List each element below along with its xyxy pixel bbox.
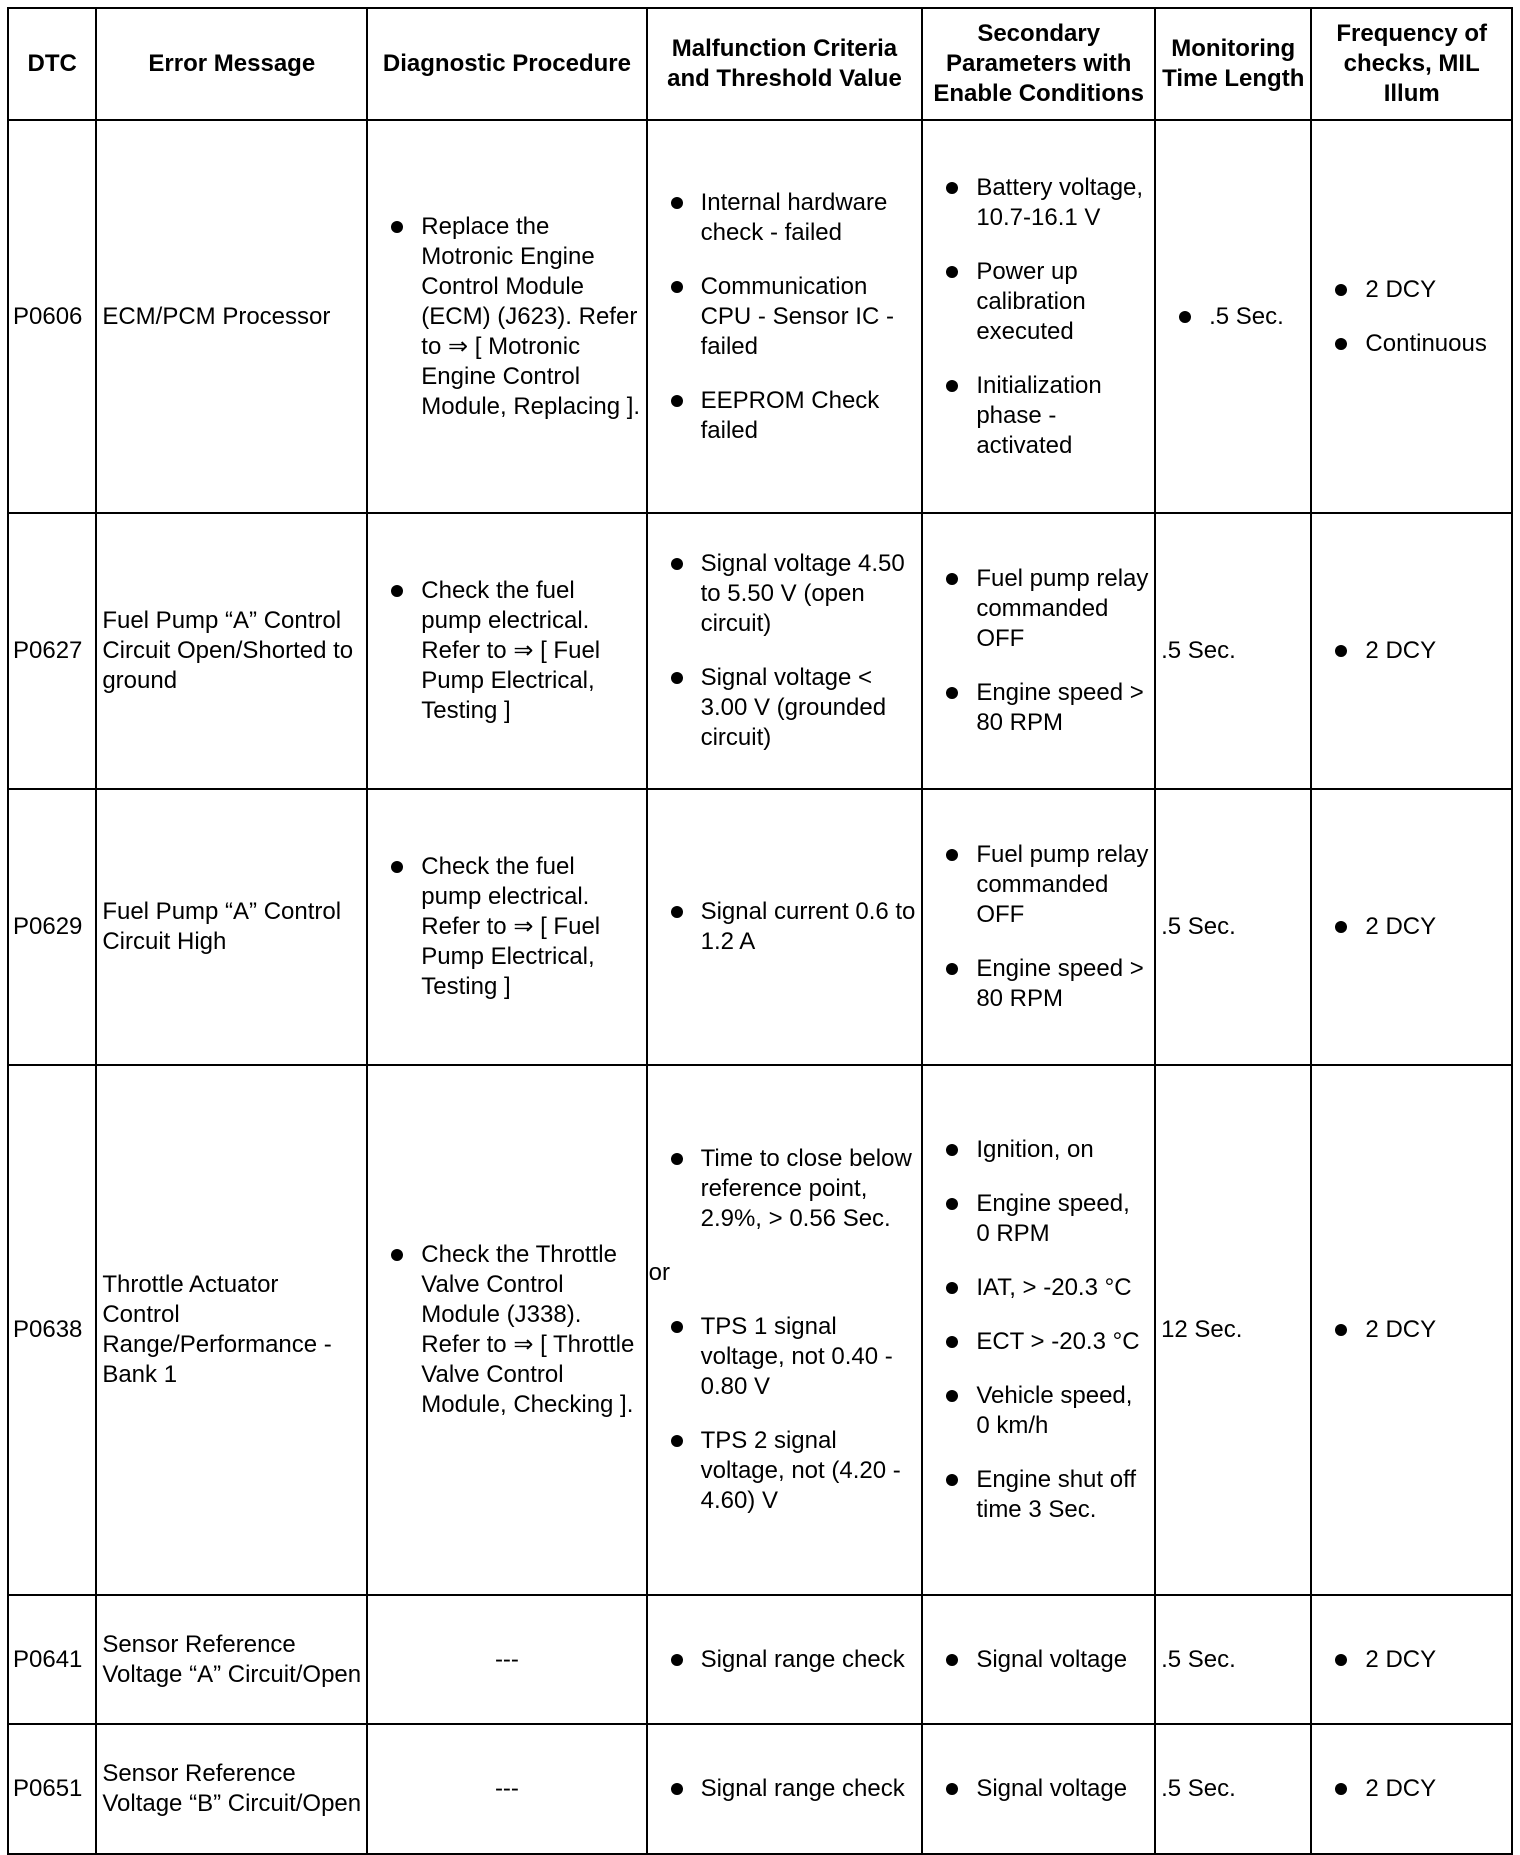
- criteria-item: Signal range check: [653, 1645, 917, 1675]
- dtc-table: [7, 7, 1513, 1855]
- monitoring-time: .5 Sec.: [1155, 1595, 1311, 1725]
- secondary-item: Fuel pump relay commanded OFF: [928, 564, 1149, 654]
- malfunction-criteria: [647, 1595, 923, 1725]
- dtc-code: P0627: [8, 513, 96, 789]
- frequency: [1311, 120, 1512, 513]
- criteria-item: Signal range check: [653, 1774, 917, 1804]
- procedure-item: Check the Throttle Valve Control Module (J338). Refer to ⇒ [ Throttle Valve Control Module, Checking ].: [373, 1240, 640, 1420]
- frequency: [1311, 1595, 1512, 1725]
- error-message: ECM/PCM Processor: [96, 120, 367, 513]
- secondary-item: Signal voltage: [928, 1774, 1149, 1804]
- header-malfunction-criteria: Malfunction Criteria and Threshold Value: [647, 8, 923, 120]
- diagnostic-procedure: ---: [367, 1724, 646, 1854]
- dtc-code: P0651: [8, 1724, 96, 1854]
- frequency-item: 2 DCY: [1317, 912, 1506, 942]
- secondary-item: Power up calibration executed: [928, 257, 1149, 347]
- secondary-parameters: [922, 1724, 1155, 1854]
- frequency-item: Continuous: [1317, 329, 1506, 359]
- malfunction-criteria: [647, 1065, 923, 1595]
- error-message: Sensor Reference Voltage “B” Circuit/Open: [96, 1724, 367, 1854]
- monitoring-time: .5 Sec.: [1155, 1724, 1311, 1854]
- header-diagnostic-procedure: Diagnostic Procedure: [367, 8, 646, 120]
- diagnostic-procedure: [367, 120, 646, 513]
- malfunction-criteria: [647, 1724, 923, 1854]
- secondary-item: Engine shut off time 3 Sec.: [928, 1465, 1149, 1525]
- diagnostic-procedure: [367, 789, 646, 1065]
- table-row: [8, 789, 1512, 1065]
- error-message: Throttle Actuator Control Range/Performance - Bank 1: [96, 1065, 367, 1595]
- secondary-item: Ignition, on: [928, 1135, 1149, 1165]
- secondary-parameters: [922, 120, 1155, 513]
- secondary-item: Initialization phase - activated: [928, 371, 1149, 461]
- frequency-item: 2 DCY: [1317, 1315, 1506, 1345]
- frequency: [1311, 513, 1512, 789]
- header-row: [8, 8, 1512, 120]
- secondary-item: IAT, > -20.3 °C: [928, 1273, 1149, 1303]
- criteria-item: Signal current 0.6 to 1.2 A: [653, 897, 917, 957]
- secondary-parameters: [922, 1595, 1155, 1725]
- criteria-item: Signal voltage < 3.00 V (grounded circuit): [653, 663, 917, 753]
- frequency: [1311, 1724, 1512, 1854]
- table-row: [8, 1724, 1512, 1854]
- diagnostic-procedure: [367, 1065, 646, 1595]
- criteria-item: Signal voltage 4.50 to 5.50 V (open circuit): [653, 549, 917, 639]
- criteria-item: TPS 2 signal voltage, not (4.20 - 4.60) V: [653, 1426, 917, 1516]
- header-secondary-parameters: Secondary Parameters with Enable Conditions: [922, 8, 1155, 120]
- malfunction-criteria: [647, 513, 923, 789]
- procedure-item: Replace the Motronic Engine Control Module (ECM) (J623). Refer to ⇒ [ Motronic Engine Control Module, Replacing ].: [373, 212, 640, 422]
- frequency-item: 2 DCY: [1317, 275, 1506, 305]
- criteria-item: TPS 1 signal voltage, not 0.40 - 0.80 V: [653, 1312, 917, 1402]
- criteria-item: EEPROM Check failed: [653, 386, 917, 446]
- procedure-item: Check the fuel pump electrical. Refer to ⇒ [ Fuel Pump Electrical, Testing ]: [373, 576, 640, 726]
- procedure-item: Check the fuel pump electrical. Refer to ⇒ [ Fuel Pump Electrical, Testing ]: [373, 852, 640, 1002]
- malfunction-criteria: [647, 789, 923, 1065]
- frequency: [1311, 789, 1512, 1065]
- frequency-item: 2 DCY: [1317, 1774, 1506, 1804]
- error-message: Sensor Reference Voltage “A” Circuit/Open: [96, 1595, 367, 1725]
- header-frequency: Frequency of checks, MIL Illum: [1311, 8, 1512, 120]
- header-error-message: Error Message: [96, 8, 367, 120]
- dtc-code: P0641: [8, 1595, 96, 1725]
- monitoring-item: .5 Sec.: [1161, 302, 1305, 332]
- secondary-item: Engine speed > 80 RPM: [928, 678, 1149, 738]
- error-message: Fuel Pump “A” Control Circuit High: [96, 789, 367, 1065]
- secondary-parameters: [922, 789, 1155, 1065]
- secondary-item: Fuel pump relay commanded OFF: [928, 840, 1149, 930]
- secondary-item: Vehicle speed, 0 km/h: [928, 1381, 1149, 1441]
- diagnostic-procedure: [367, 513, 646, 789]
- monitoring-time: [1155, 120, 1311, 513]
- malfunction-criteria: [647, 120, 923, 513]
- table-row: [8, 1595, 1512, 1725]
- secondary-item: Signal voltage: [928, 1645, 1149, 1675]
- table-row: [8, 120, 1512, 513]
- secondary-parameters: [922, 1065, 1155, 1595]
- table-row: [8, 513, 1512, 789]
- secondary-item: Engine speed > 80 RPM: [928, 954, 1149, 1014]
- or-separator: or: [648, 1258, 670, 1286]
- secondary-item: Engine speed, 0 RPM: [928, 1189, 1149, 1249]
- secondary-item: ECT > -20.3 °C: [928, 1327, 1149, 1357]
- frequency-item: 2 DCY: [1317, 636, 1506, 666]
- header-monitoring-time: Monitoring Time Length: [1155, 8, 1311, 120]
- monitoring-time: 12 Sec.: [1155, 1065, 1311, 1595]
- dtc-code: P0638: [8, 1065, 96, 1595]
- criteria-item: Time to close below reference point, 2.9%, > 0.56 Sec.: [653, 1144, 917, 1234]
- criteria-item: Communication CPU - Sensor IC - failed: [653, 272, 917, 362]
- dtc-code: P0606: [8, 120, 96, 513]
- table-row: [8, 1065, 1512, 1595]
- dtc-code: P0629: [8, 789, 96, 1065]
- monitoring-time: .5 Sec.: [1155, 789, 1311, 1065]
- secondary-parameters: [922, 513, 1155, 789]
- diagnostic-procedure: ---: [367, 1595, 646, 1725]
- criteria-item: Internal hardware check - failed: [653, 188, 917, 248]
- frequency: [1311, 1065, 1512, 1595]
- monitoring-time: .5 Sec.: [1155, 513, 1311, 789]
- frequency-item: 2 DCY: [1317, 1645, 1506, 1675]
- header-dtc: DTC: [8, 8, 96, 120]
- secondary-item: Battery voltage, 10.7-16.1 V: [928, 173, 1149, 233]
- error-message: Fuel Pump “A” Control Circuit Open/Shorted to ground: [96, 513, 367, 789]
